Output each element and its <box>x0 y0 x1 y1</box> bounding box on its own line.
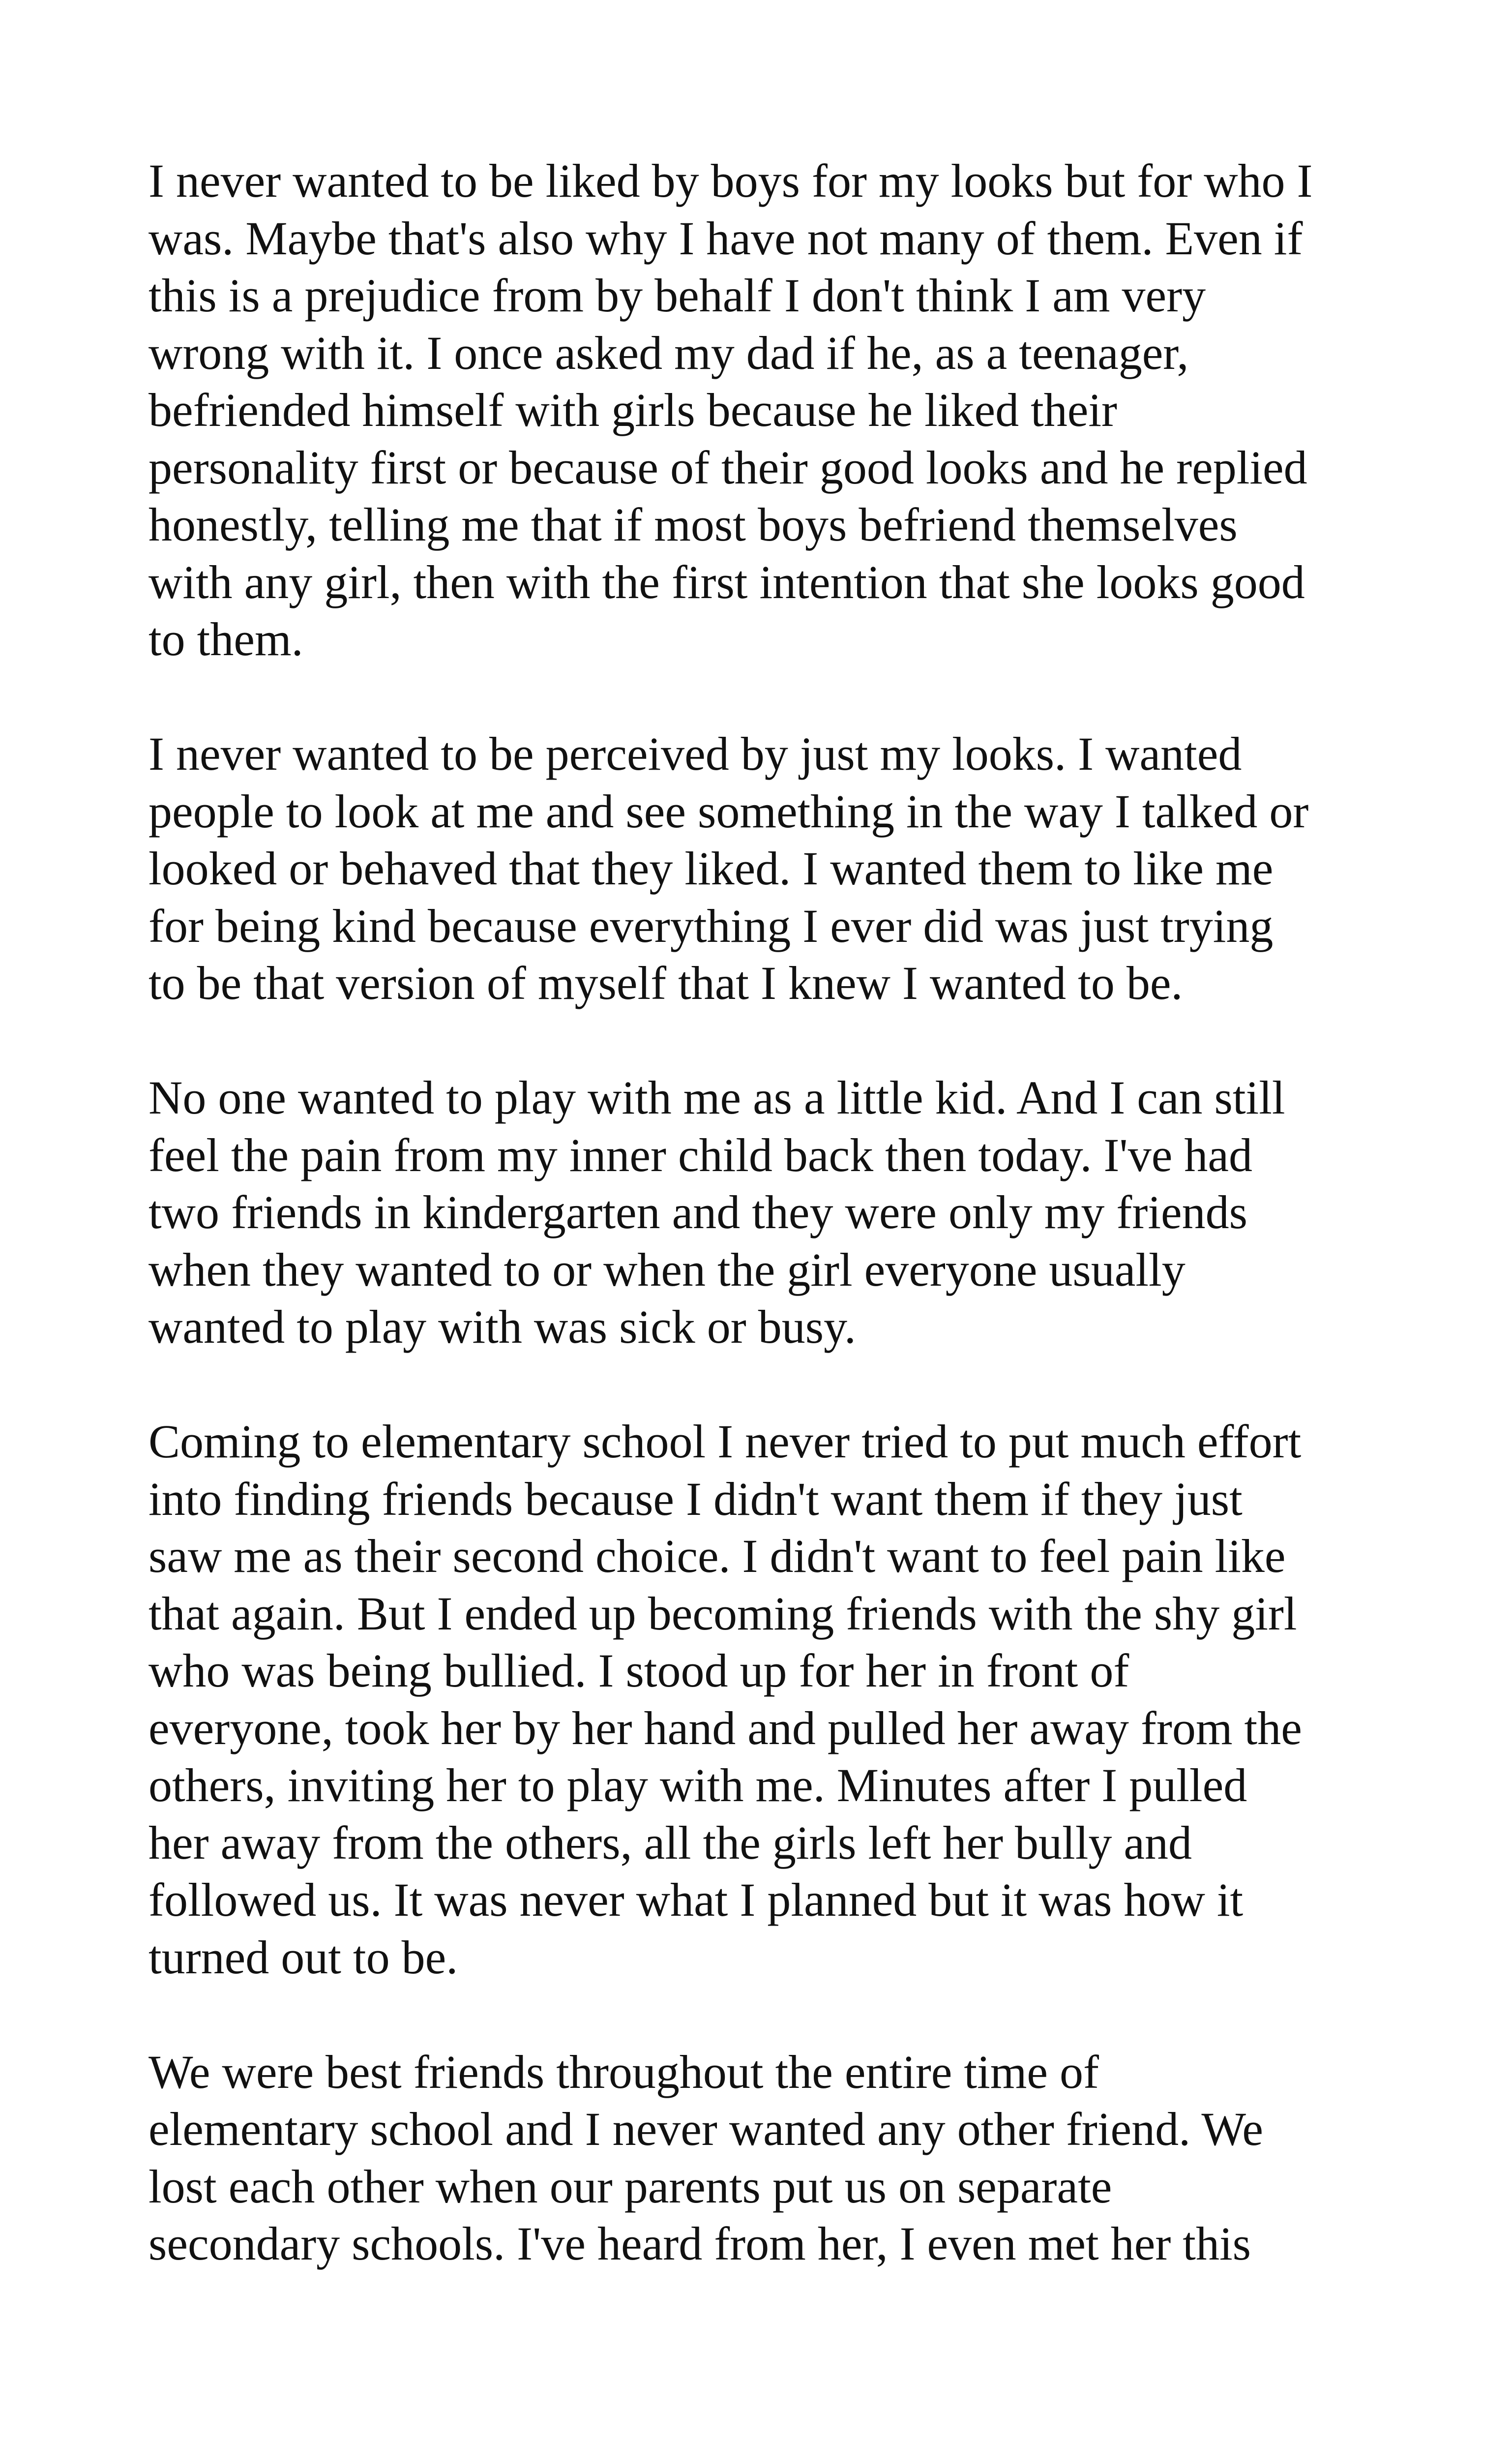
text-line: wanted to play with was sick or busy. <box>148 1300 856 1353</box>
text-line: who was being bullied. I stood up for her in front of <box>148 1644 1129 1697</box>
text-line: looked or behaved that they liked. I wanted them to like me <box>148 842 1274 895</box>
text-line: was. Maybe that's also why I have not many of them. Even if <box>148 211 1303 265</box>
text-line: into finding friends because I didn't want them if they just <box>148 1472 1243 1525</box>
text-line: when they wanted to or when the girl everyone usually <box>148 1243 1186 1296</box>
text-line: with any girl, then with the first intention that she looks good <box>148 555 1305 608</box>
text-line: everyone, took her by her hand and pulled her away from the <box>148 1701 1302 1754</box>
text-line: saw me as their second choice. I didn't want to feel pain like <box>148 1530 1286 1582</box>
paragraph-4 <box>148 1413 1407 1986</box>
text-line: wrong with it. I once asked my dad if he, as a teenager, <box>148 326 1189 379</box>
text-line: two friends in kindergarten and they were only my friends <box>148 1186 1247 1238</box>
text-line: people to look at me and see something in the way I talked or <box>148 784 1309 838</box>
body-text <box>148 152 1407 2330</box>
text-line: her away from the others, all the girls left her bully and <box>148 1816 1192 1869</box>
text-line: befriended himself with girls because he liked their <box>148 384 1118 436</box>
text-line: I never wanted to be perceived by just my looks. I wanted <box>148 727 1242 780</box>
text-line: for being kind because everything I ever did was just trying <box>148 899 1274 952</box>
paragraph-5 <box>148 2044 1407 2273</box>
text-line: this is a prejudice from by behalf I don't think I am very <box>148 269 1206 322</box>
text-line: secondary schools. I've heard from her, I even met her this <box>148 2217 1251 2270</box>
text-line: feel the pain from my inner child back then today. I've had <box>148 1128 1252 1181</box>
text-line: Coming to elementary school I never tried to put much effort <box>148 1415 1302 1468</box>
text-line: that again. But I ended up becoming friends with the shy girl <box>148 1587 1297 1640</box>
text-line: I never wanted to be liked by boys for my looks but for who I <box>148 154 1313 207</box>
text-line: No one wanted to play with me as a little kid. And I can still <box>148 1071 1285 1124</box>
text-line: others, inviting her to play with me. Minutes after I pulled <box>148 1759 1247 1811</box>
text-line: We were best friends throughout the entire time of <box>148 2045 1099 2098</box>
paragraph-3 <box>148 1069 1407 1356</box>
text-line: elementary school and I never wanted any other friend. We <box>148 2103 1263 2155</box>
text-line: to be that version of myself that I knew I wanted to be. <box>148 957 1183 1009</box>
text-line: personality first or because of their good looks and he replied <box>148 441 1307 494</box>
paragraph-1 <box>148 152 1407 668</box>
text-line: honestly, telling me that if most boys befriend themselves <box>148 498 1238 551</box>
text-line: to them. <box>148 613 303 665</box>
text-line: lost each other when our parents put us on separate <box>148 2160 1112 2213</box>
paragraph-2 <box>148 725 1407 1012</box>
text-line: followed us. It was never what I planned but it was how it <box>148 1873 1244 1926</box>
text-line: turned out to be. <box>148 1930 458 1984</box>
